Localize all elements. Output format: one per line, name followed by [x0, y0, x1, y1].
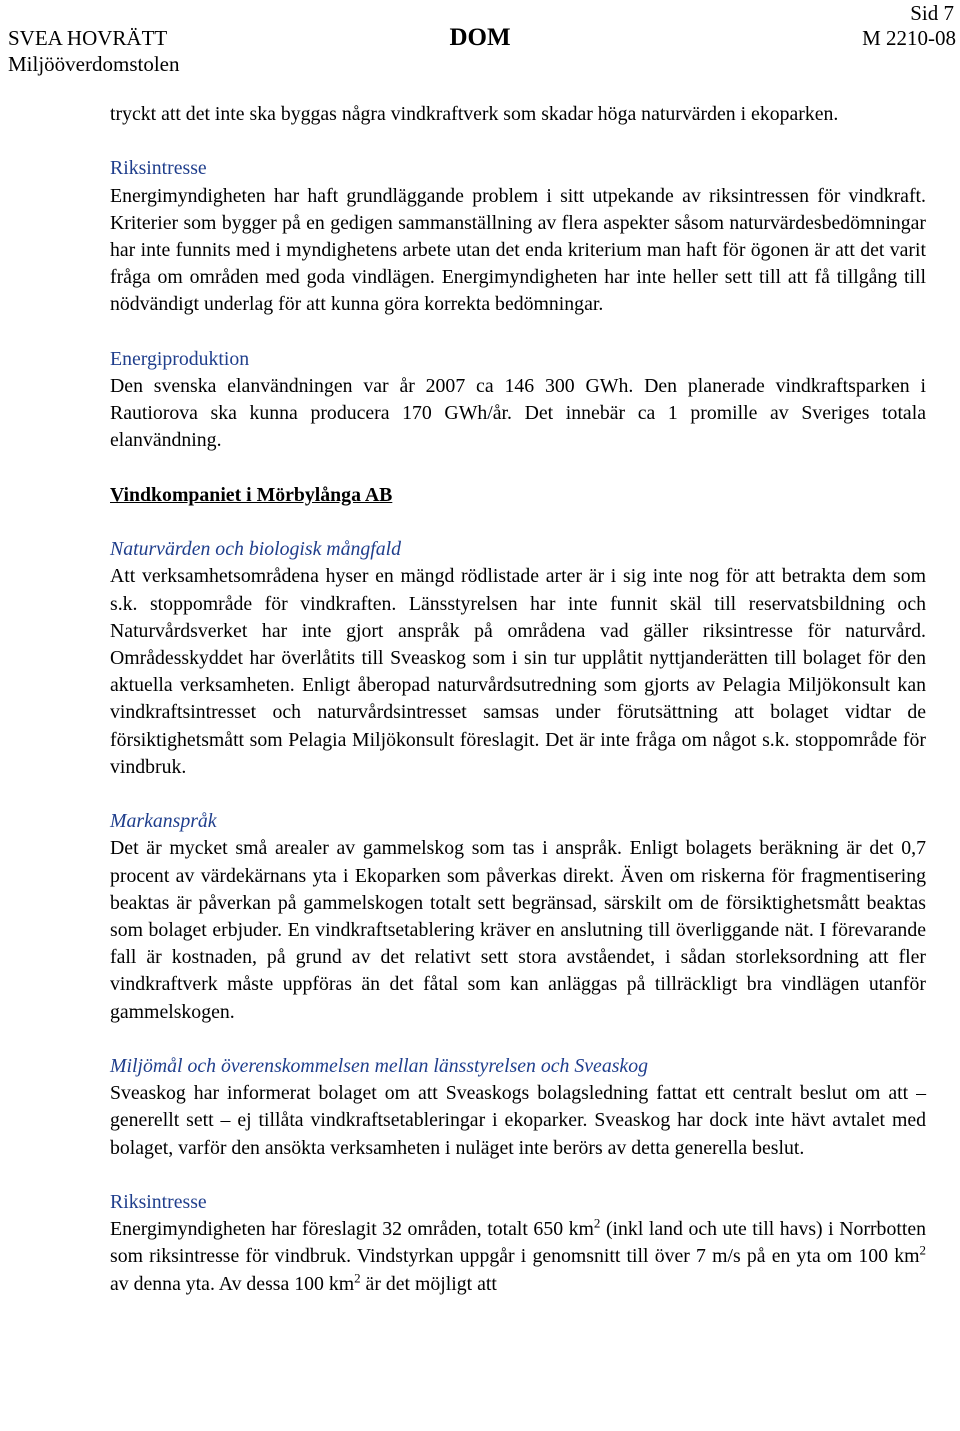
heading-markansprak: Markanspråk [110, 810, 217, 833]
case-number: M 2210-08 [862, 26, 956, 50]
heading-riksintresse-2: Riksintresse [110, 1191, 207, 1214]
court-name: SVEA HOVRÄTT [8, 26, 168, 50]
heading-vindkompaniet: Vindkompaniet i Mörbylånga AB [110, 483, 393, 506]
heading-energiproduktion: Energiproduktion [110, 347, 250, 370]
paragraph-continuation: tryckt att det inte ska byggas några vindkraftverk som skadar höga naturvärden i ekoparken. [110, 103, 839, 125]
text-segment: är det möjligt att [360, 1272, 497, 1295]
page-number: Sid 7 [910, 1, 954, 25]
superscript: 2 [593, 1215, 601, 1231]
department-name: Miljööverdomstolen [8, 52, 180, 76]
superscript: 2 [919, 1242, 926, 1258]
paragraph-markansprak: Det är mycket små arealer av gammelskog som tas i anspråk. Enligt bolagets beräkning är det 0,7 procent av värdekärnans yta i Ekoparken som påverkas direkt. Även om riskerna för fragmentisering beaktas är påverkan på gammelskogen totalt sett begränsad, särskilt om de försiktighetsmått beaktas som bolaget erbjuder. En vindkraftsetablering kräver en anslutning till överliggande nät. I förevarande fall är kostnaden, på grund av det relativt sett stora avståendet, i sådan storleksordning att fler vindkraftverk måste uppföras än det fåtal som kan anläggas på tillräckligt bra vindlägen utanför gammelskogen. [110, 837, 926, 1023]
paragraph-riksintresse: Energimyndigheten har haft grundläggande problem i sitt utpekande av riksintressen för vindkraft. Kriterier som bygger på en gedigen sammanställning av flera aspekter såsom naturvärdesbedömningar har inte funnits med i myndighetens arbete utan det enda kriterium man haft för ögonen är att det varit fråga om områden med goda vindlägen. Energimyndigheten har inte heller sett till att få tillgång till nödvändigt underlag för att kunna göra korrekta bedömningar. [110, 184, 926, 316]
document-body [110, 101, 926, 1298]
heading-naturvarden: Naturvärden och biologisk mångfald [110, 538, 402, 561]
paragraph-energiproduktion: Den svenska elanvändningen var år 2007 ca 146 300 GWh. Den planerade vindkraftsparken i Rautiorova ska kunna producera 170 GWh/år. Det innebär ca 1 promille av Sveriges totala elanvändning. [110, 375, 926, 452]
paragraph-miljomal: Sveaskog har informerat bolaget om att Sveaskogs bolagsledning fattat ett centralt beslut om att – generellt sett – ej tillåta vindkraftsetableringar i ekoparker. Sveaskog har dock inte hävt avtalet med bolaget, varför den ansökta verksamheten i nuläget inte berörs av detta generella beslut. [110, 1082, 926, 1159]
paragraph-naturvarden: Att verksamhetsområdena hyser en mängd rödlistade arter är i sig inte nog för att betrakta dem som s.k. stoppområde för vindkraften. Länsstyrelsen har inte funnit skäl till reservatsbildning och Naturvårdsverket har inte gjort anspråk på områdena vad gäller riksintresse för naturvård. Områdesskyddet har överlåtits till Sveaskog som i sin tur upplåtit nyttjanderätten till bolaget för den aktuella verksamheten. Enligt åberopad naturvårdsutredning som gjorts av Pelagia Miljökonsult kan vindkraftsintresset och naturvårdsintresset samsas under förutsättning att bolaget vidtar de försiktighetsmått som Pelagia Miljökonsult föreslagit. Det är inte fråga om något s.k. stoppområde för vindbruk. [110, 565, 926, 778]
superscript: 2 [354, 1270, 361, 1286]
paragraph-riksintresse-2 [110, 1216, 926, 1298]
heading-riksintresse: Riksintresse [110, 157, 207, 180]
text-segment: av denna yta. Av dessa 100 km [110, 1272, 355, 1295]
heading-miljomal: Miljömål och överenskommelsen mellan länsstyrelsen och Sveaskog [110, 1055, 648, 1078]
text-segment: Energimyndigheten har föreslagit 32 områden, totalt 650 km [110, 1218, 594, 1241]
document-type: DOM [449, 24, 511, 51]
text-segment: (inkl land och ute till havs) i Norrbotten som riksintresse för vindbruk. Vindstyrkan uppgår i genomsnitt till över 7 m/s på en yta om 100 km [110, 1218, 926, 1268]
